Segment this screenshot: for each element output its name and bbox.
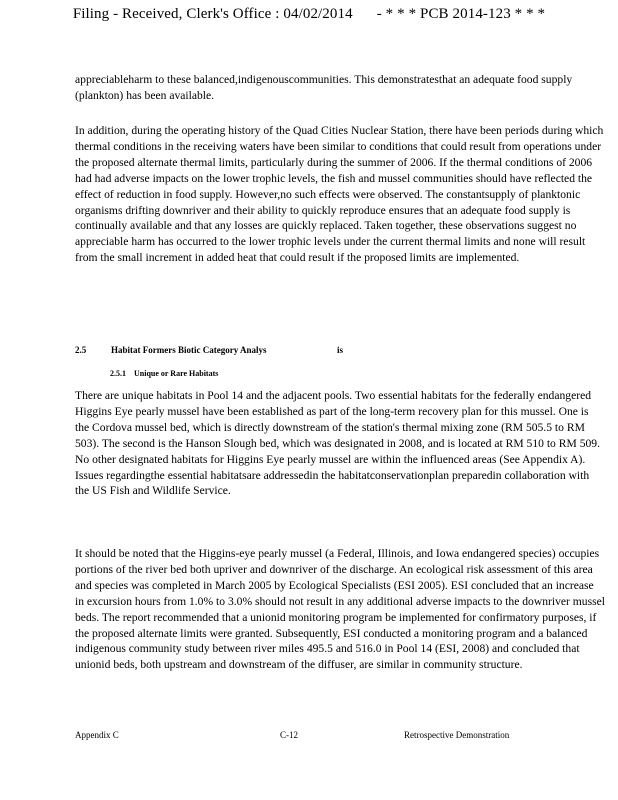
subsection-title: Unique or Rare Habitats xyxy=(134,369,219,378)
section-number: 2.5 xyxy=(75,345,87,355)
footer-page-number: C-12 xyxy=(280,730,298,740)
paragraph-higgins-eye: It should be noted that the Higgins-eye pearly mussel (a Federal, Illinois, and Iowa endangered species) occupies portions of the river bed both upriver and downriver of the discharge. An ecological risk assessment of this area and species was completed in March 2005 by Ecological Specialists (ESI 2005). ESI concluded that an increase in excursion hours from 1.0% to 3.0% should not result in any additional adverse impacts to the downriver mussel beds. The report recommended that a unionid monitoring program be implemented for confirmatory purposes, if the proposed alternate limits were granted. Subsequently, ESI conducted a monitoring program and a balanced indigenous community study between river miles 495.5 and 516.0 in Pool 14 (ESI, 2008) and concluded that unionid beds, both upstream and downstream of the diffuser, are similar in community structure. xyxy=(75,547,605,672)
subsection-heading xyxy=(110,369,218,378)
paragraph-food-supply: appreciableharm to these balanced,indigenouscommunities. This demonstratesthat an adequate food supply (plankton) has been available. xyxy=(75,73,573,102)
filing-header xyxy=(0,6,618,23)
section-heading xyxy=(75,345,344,355)
paragraph-unique-habitats: There are unique habitats in Pool 14 and the adjacent pools. Two essential habitats for the federally endangered Higgins Eye pearly mussel have been established as part of the long-term recovery plan for this mussel. One is the Cordova mussel bed, which is directly downstream of the station's thermal mixing zone (RM 505.5 to RM 503). The second is the Hanson Slough bed, which was designated in 2008, and is located at RM 510 to RM 509. No other designated habitats for Higgins Eye pearly mussel are within the influenced areas (See Appendix A). Issues regardingthe essential habitatsare addressedin the habitatconservationplan preparedin collaboration with the US Fish and Wildlife Service. xyxy=(75,389,600,498)
section-title-tail: is xyxy=(337,345,344,355)
section-title: Habitat Formers Biotic Category Analys xyxy=(111,345,267,355)
pcb-number: - * * * PCB 2014-123 * * * xyxy=(376,6,546,22)
footer-section-name: Retrospective Demonstration xyxy=(404,730,510,740)
footer-appendix: Appendix C xyxy=(75,730,119,740)
subsection-number: 2.5.1 xyxy=(110,369,126,378)
filing-stamp: Filing - Received, Clerk's Office : 04/02/2014 xyxy=(72,6,353,22)
paragraph-operating-history: In addition, during the operating history of the Quad Cities Nuclear Station, there have been periods during which thermal conditions in the receiving waters have been similar to conditions that could result from operations under the proposed alternate thermal limits, particularly during the summer of 2006. If the thermal conditions of 2006 had had adverse impacts on the lower trophic levels, the fish and mussel communities should have reflected the effect of reduction in food supply. However,no such effects were observed. The constantsupply of planktonic organisms drifting downriver and their ability to quickly reproduce ensures that an adequate food supply is continually available and that any losses are quickly replaced. Taken together, these observations suggest no appreciable harm has occurred to the lower trophic levels under the current thermal limits and none will result from the small increment in added heat that could result if the proposed limits are implemented. xyxy=(75,124,604,265)
